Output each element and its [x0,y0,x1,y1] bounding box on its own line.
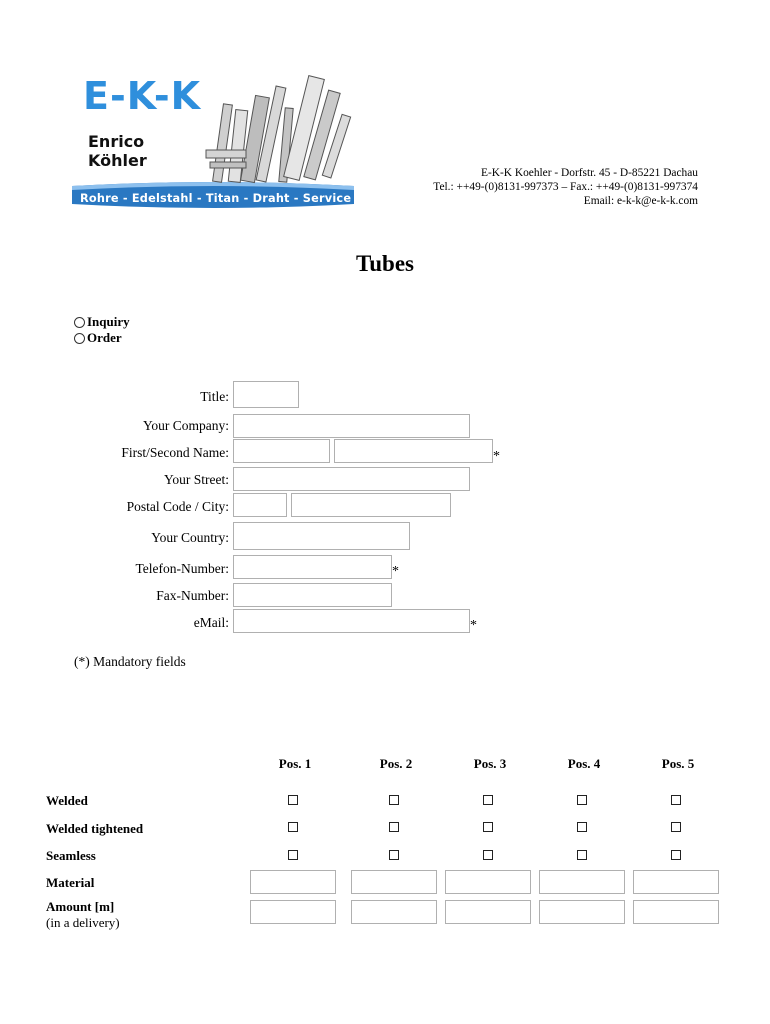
postal-city-label: Postal Code / City: [126,499,229,514]
city-input[interactable] [291,493,451,517]
checkbox-seamless-pos1[interactable] [288,850,298,860]
radio-label: Order [87,330,122,345]
checkbox-welded-pos4[interactable] [577,795,587,805]
checkbox-welded-tightened-pos1[interactable] [288,822,298,832]
required-mark: * [392,564,399,579]
checkbox-welded-tightened-pos4[interactable] [577,822,587,832]
row-label-amount: Amount [m] [46,899,115,914]
country-label: Your Country: [151,530,229,545]
amount-input-pos4[interactable] [539,900,625,924]
postal-code-input[interactable] [233,493,287,517]
title-label: Title: [200,389,229,404]
phone-fax-line: Tel.: ++49-(0)8131-997373 – Fax.: ++49-(0)8131-997374 [433,181,698,193]
checkbox-seamless-pos4[interactable] [577,850,587,860]
pos-header: Pos. 3 [473,756,507,771]
phone-label: Telefon-Number: [135,561,229,576]
radio-button[interactable] [74,333,85,344]
pos-header: Pos. 4 [567,756,601,771]
amount-input-pos5[interactable] [633,900,719,924]
checkbox-seamless-pos3[interactable] [483,850,493,860]
material-input-pos3[interactable] [445,870,531,894]
email-label: eMail: [193,615,229,630]
logo-brand: E-K-K [83,74,202,118]
fax-input[interactable] [233,583,392,607]
radio-label: Inquiry [87,314,130,329]
company-label: Your Company: [142,418,229,433]
radio-order[interactable] [74,330,122,346]
row-label-material: Material [46,875,95,890]
checkbox-welded-pos5[interactable] [671,795,681,805]
logo-tagline: Rohre - Edelstahl - Titan - Draht - Service [80,192,352,205]
checkbox-welded-pos2[interactable] [389,795,399,805]
email-line: Email: e-k-k@e-k-k.com [583,195,698,207]
checkbox-seamless-pos5[interactable] [671,850,681,860]
country-input[interactable] [233,522,410,550]
amount-input-pos1[interactable] [250,900,336,924]
material-input-pos4[interactable] [539,870,625,894]
checkbox-welded-pos1[interactable] [288,795,298,805]
row-sublabel-amount: (in a delivery) [46,915,120,930]
checkbox-welded-tightened-pos2[interactable] [389,822,399,832]
checkbox-welded-tightened-pos5[interactable] [671,822,681,832]
required-mark: * [493,449,500,464]
material-input-pos1[interactable] [250,870,336,894]
second-name-input[interactable] [334,439,493,463]
street-input[interactable] [233,467,470,491]
name-label: First/Second Name: [121,445,229,460]
page-title: Tubes [356,251,414,276]
company-address [433,166,698,208]
amount-input-pos3[interactable] [445,900,531,924]
street-label: Your Street: [163,472,229,487]
material-input-pos2[interactable] [351,870,437,894]
title-input[interactable] [233,381,299,408]
amount-input-pos2[interactable] [351,900,437,924]
row-label-welded: Welded [46,793,88,808]
row-label-welded-tightened: Welded tightened [46,821,144,836]
phone-input[interactable] [233,555,392,579]
row-label-seamless: Seamless [46,848,96,863]
pos-header: Pos. 5 [661,756,695,771]
address-line: E-K-K Koehler - Dorfstr. 45 - D-85221 Dachau [481,167,698,179]
email-input[interactable] [233,609,470,633]
checkbox-welded-tightened-pos3[interactable] [483,822,493,832]
mandatory-note: (*) Mandatory fields [74,654,186,669]
company-input[interactable] [233,414,470,438]
logo-name-first: Enrico [88,132,145,151]
required-mark: * [470,618,477,633]
fax-label: Fax-Number: [156,588,229,603]
checkbox-welded-pos3[interactable] [483,795,493,805]
logo-name-last: Köhler [88,151,147,170]
pos-header: Pos. 2 [379,756,413,771]
checkbox-seamless-pos2[interactable] [389,850,399,860]
radio-inquiry[interactable] [74,314,130,330]
first-name-input[interactable] [233,439,330,463]
pos-header: Pos. 1 [278,756,312,771]
radio-button[interactable] [74,317,85,328]
material-input-pos5[interactable] [633,870,719,894]
